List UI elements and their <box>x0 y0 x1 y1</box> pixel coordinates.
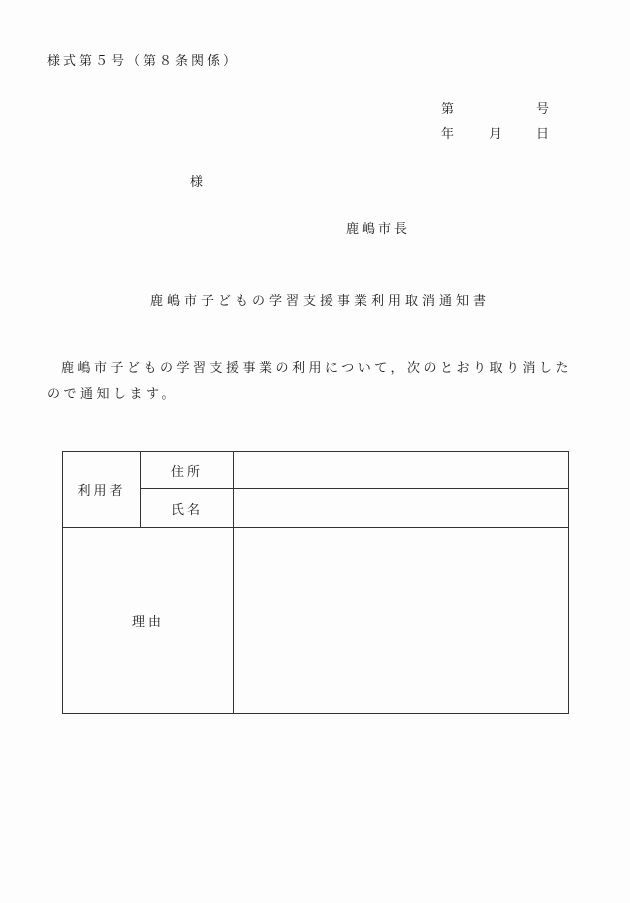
info-table <box>62 451 569 714</box>
document-number-suffix: 号 <box>536 102 553 117</box>
table-row-reason <box>63 528 569 714</box>
date-day-label: 日 <box>536 127 553 142</box>
form-number: 様式第５号（第８条関係） <box>47 54 240 69</box>
date-month-label: 月 <box>489 127 506 142</box>
address-label-cell <box>141 452 234 489</box>
date-year-label: 年 <box>441 127 458 142</box>
document-title: 鹿嶋市子どもの学習支援事業利用取消通知書 <box>150 294 491 309</box>
addressee-honorific: 様 <box>190 175 207 190</box>
user-label: 利用者 <box>77 484 126 499</box>
sender-name: 鹿嶋市長 <box>346 222 411 237</box>
body-text: 鹿嶋市子どもの学習支援事業の利用について，次のとおり取り消したので通知します。 <box>47 361 572 402</box>
address-value-cell <box>234 452 569 489</box>
name-label: 氏名 <box>170 502 203 518</box>
document-number-label: 第 <box>441 102 458 117</box>
reason-label: 理由 <box>131 615 164 630</box>
address-label: 住所 <box>170 464 203 480</box>
user-label-cell <box>63 452 141 528</box>
table-row-address <box>63 452 569 489</box>
reason-label-cell <box>63 528 234 714</box>
reason-value-cell <box>234 528 569 714</box>
name-value-cell <box>234 489 569 528</box>
name-label-cell <box>141 489 234 528</box>
